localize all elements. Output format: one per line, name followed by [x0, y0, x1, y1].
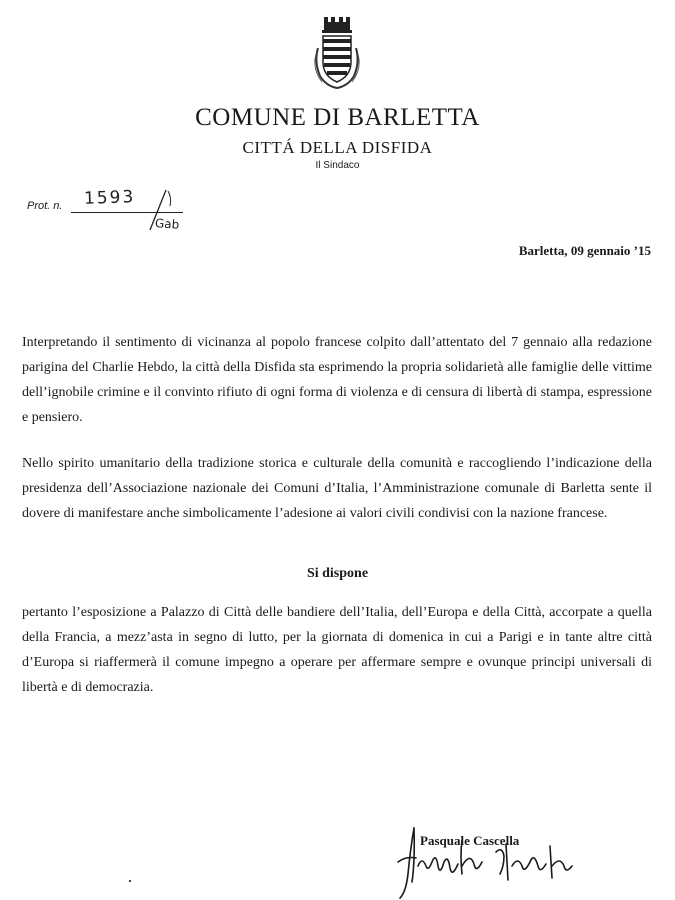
protocol-label: Prot. n.: [27, 200, 63, 212]
protocol-suffix: Gab: [154, 216, 180, 232]
protocol-number: 1593: [83, 187, 136, 209]
coat-of-arms-icon: [312, 14, 362, 94]
sender-role: Il Sindaco: [315, 160, 360, 171]
body-paragraph-3: pertanto l’esposizione a Palazzo di Città delle bandiere dell’Italia, dell’Europa e della Città, accorpate a quella della Francia, a mezz’asta in segno di lutto, per la giornata di domenica in cui a Parigi e in tante altre città d’Europa si riaffermerà il comune impegno a operare per affermare sempre e ovunque principi universali di libertà e di democrazia.: [22, 605, 652, 695]
signer-name: Pasquale Cascella: [420, 833, 520, 848]
body-paragraph-1: Interpretando il sentimento di vicinanza al popolo francese colpito dall’attentato del 7 gennaio alla redazione parigina del Charlie Hebdo, la città della Disfida sta esprimendo la propria solidarietà alle famiglie delle vittime dell’ignobile crimine e il convinto rifiuto di ogni forma di violenza e di censura di libertà di stampa, espressione e pensiero.: [22, 335, 652, 425]
body-paragraph-2: Nello spirito umanitario della tradizione storica e culturale della comunità e raccogliendo l’indicazione della presidenza dell’Associazione nazionale dei Comuni d’Italia, l’Amministrazione comunale di Barletta sente il dovere di manifestare anche simbolicamente l’adesione ai valori civili condivisi con la nazione francese.: [22, 456, 652, 521]
document-date: Barletta, 09 gennaio ’15: [518, 243, 651, 258]
organization-motto: CITTÁ DELLA DISFIDA: [242, 138, 433, 157]
scan-speck: [129, 880, 131, 882]
organization-title: COMUNE DI BARLETTA: [195, 104, 480, 131]
section-heading: Si dispone: [306, 566, 369, 581]
